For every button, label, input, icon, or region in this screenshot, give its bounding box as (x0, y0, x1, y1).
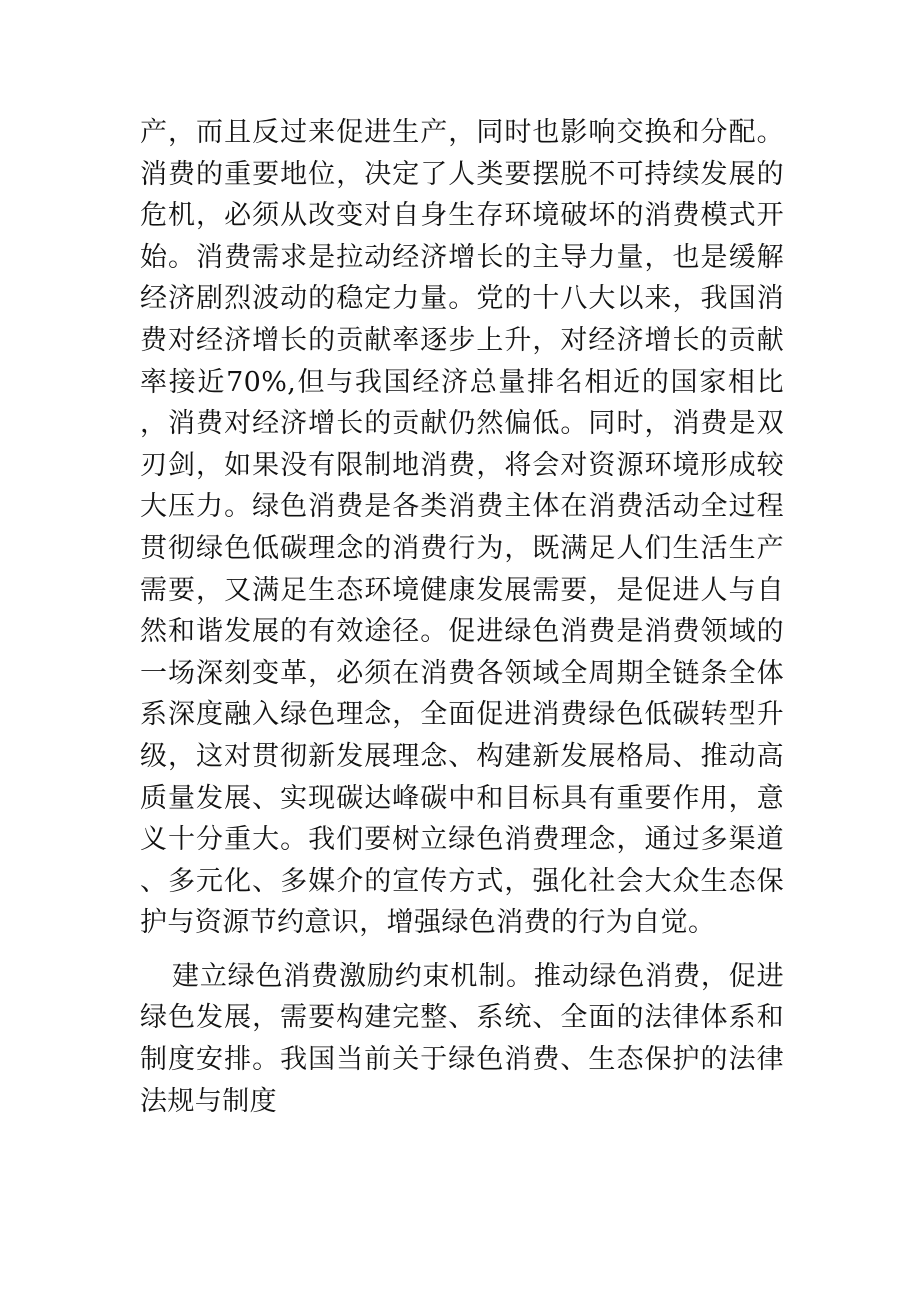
paragraph-consumption-role: 产，而且反过来促进生产，同时也影响交换和分配。消费的重要地位，决定了人类要摆脱不可持续发展的危机，必须从改变对自身生存环境破坏的消费模式开始。消费需求是拉动经济增长的主导力量，也是缓解经济剧烈波动的稳定力量。党的十八大以来，我国消费对经济增长的贡献率逐步上升，对经济增长的贡献率接近70%,但与我国经济总量排名相近的国家相比，消费对经济增长的贡献仍然偏低。同时，消费是双刃剑，如果没有限制地消费，将会对资源环境形成较大压力。绿色消费是各类消费主体在消费活动全过程贯彻绿色低碳理念的消费行为，既满足人们生活生产需要，又满足生态环境健康发展需要，是促进人与自然和谐发展的有效途径。促进绿色消费是消费领域的一场深刻变革，必须在消费各领域全周期全链条全体系深度融入绿色理念，全面促进消费绿色低碳转型升级，这对贯彻新发展理念、构建新发展格局、推动高质量发展、实现碳达峰碳中和目标具有重要作用，意义十分重大。我们要树立绿色消费理念，通过多渠道、多元化、多媒介的宣传方式，强化社会大众生态保护与资源节约意识，增强绿色消费的行为自觉。 (140, 117, 784, 939)
paragraph-incentive-mechanism: 建立绿色消费激励约束机制。推动绿色消费，促进绿色发展，需要构建完整、系统、全面的法律体系和制度安排。我国当前关于绿色消费、生态保护的法律法规与制度 (140, 960, 784, 1117)
document-body (140, 112, 784, 1122)
